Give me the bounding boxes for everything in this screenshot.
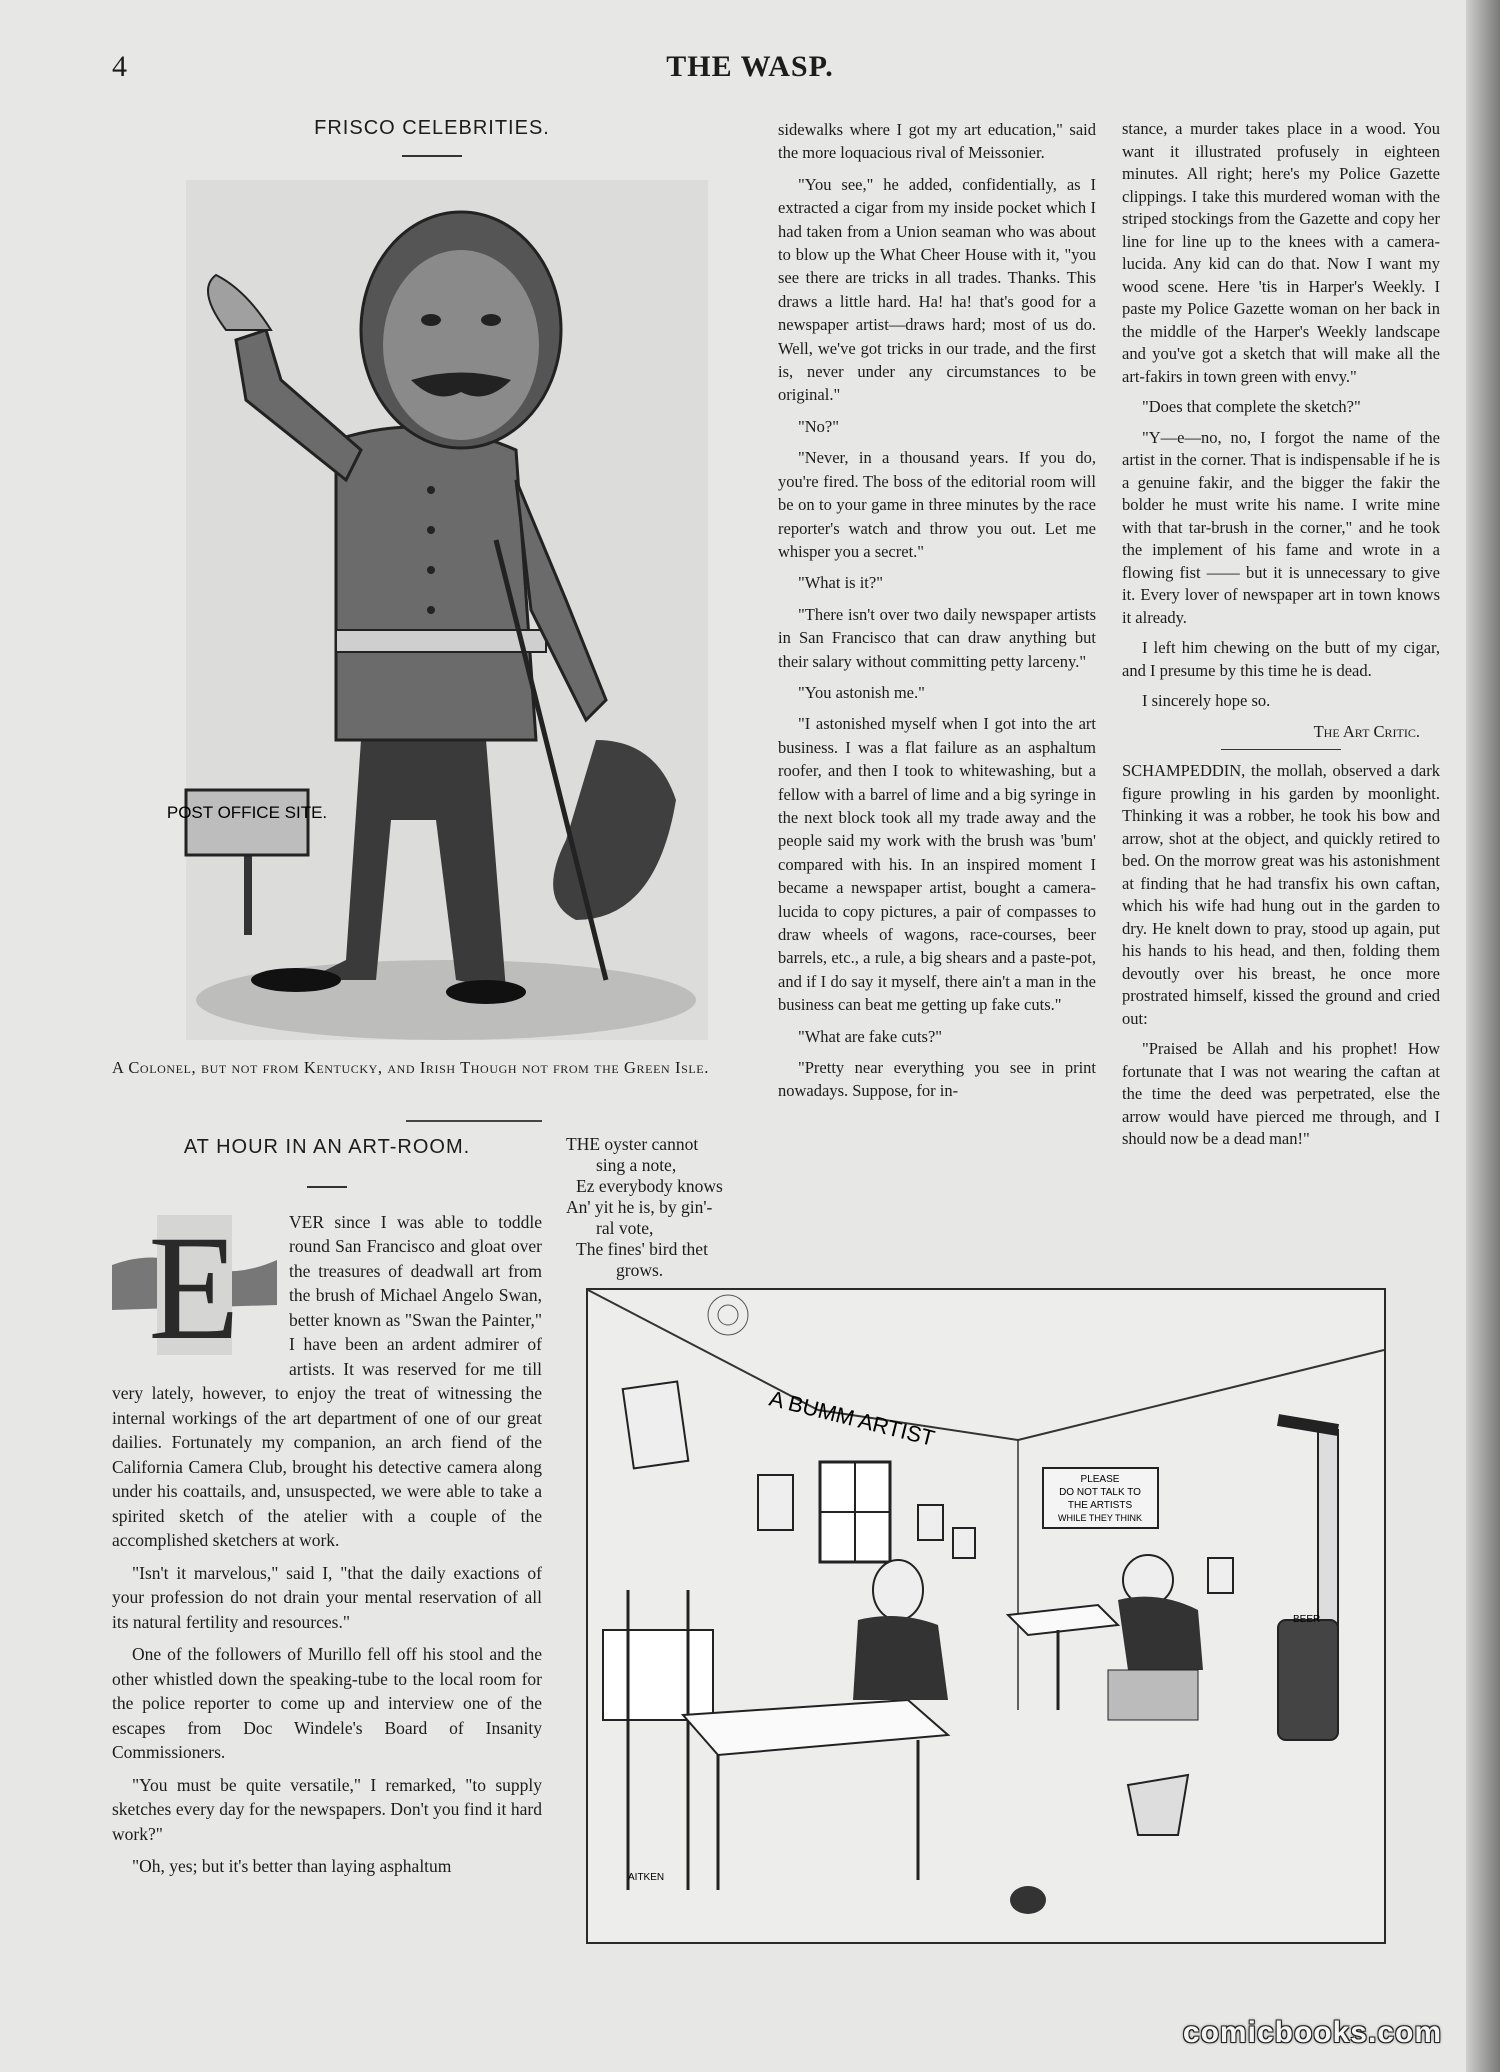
divider-rule — [406, 1120, 542, 1122]
story-paragraph: "What are fake cuts?" — [798, 1026, 943, 1046]
story-paragraph: VER since I was able to toddle round San Francisco and gloat over the treasures of deadwall art from the brush of Michael Angelo Swan, better known as "Swan the Painter," I have been an ardent admirer of artists. It was reserved for me till very lately, however, to enjoy the treat of witnessing the internal workings of the art department of one of our great dailies. Fortunately my companion, an arch fiend of the California Camera Club, brought his detective camera along under his coattails, and, unsuspected, we were able to take a spirited sketch of the atelier with a couple of the accomplished sketchers at work. — [112, 1211, 542, 1550]
story-paragraph: I left him chewing on the butt of my cigar, and I presume by this time he is dead. — [1122, 638, 1440, 680]
story-paragraph: "You must be quite versatile," I remarked, "to supply sketches every day for the newspapers. Don't you find it hard work?" — [112, 1774, 542, 1844]
poem-line: The fines' bird thet — [576, 1239, 708, 1259]
sign-line: PLEASE — [1080, 1474, 1120, 1485]
page-edge — [1466, 0, 1500, 2072]
dropcap-e-illustration — [112, 1204, 277, 1371]
sign-line: DO NOT TALK TO — [1059, 1487, 1141, 1498]
portrait-caption: A Colonel, but not from Kentucky, and Irish Though not from the Green Isle. — [112, 1058, 709, 1077]
poem-line: Ez everybody knows — [576, 1176, 723, 1196]
comicbooks-watermark: comicbooks.com — [1182, 2016, 1442, 2049]
story-paragraph: "You see," he added, confidentially, as I extracted a cigar from my inside pocket which I had taken from a Union seaman who was about to blow up the What Cheer House with it, "you see there are tricks in all trades. Thanks. This draws a little hard. Ha! ha! that's good for a newspaper artist—draws hard; most of us do. Well, we've got tricks in our trade, and the first is, never under any circumstances to be original." — [778, 174, 1096, 405]
poem-line: sing a note, — [596, 1155, 677, 1175]
column-4 — [1122, 118, 1440, 1159]
story-paragraph: "There isn't over two daily newspaper artists in San Francisco that can draw anything but their salary without committing petty larceny." — [778, 604, 1096, 671]
story-paragraph: stance, a murder takes place in a wood. You want it illustrated profusely in eighteen minutes. All right; here's my Police Gazette clippings. I take this murdered woman with the striped stockings from the Gazette and copy her line for line up to the knees with a camera-lucida. Any kid can do that. Now I want my wood scene. Here 'tis in Harper's Weekly. I paste my Police Gazette woman on her back in the middle of the Harper's Weekly landscape and you've got a sketch that will make all the art-fakirs in town green with envy." — [1122, 119, 1440, 386]
poem-line: An' yit he is, by gin'- — [566, 1197, 713, 1217]
byline-art-critic: The Art Critic. — [1313, 721, 1420, 741]
story-paragraph: "Y—e—no, no, I forgot the name of the artist in the corner. That is indispensable if he is a genuine fakir, and the bigger the fakir the bolder he must write his name. I write mine with that tar-brush in the corner," and he took the implement of his fame and wrote in a flowing fist —— but it is unnecessary to give it. Every lover of newspaper art in town knows it already. — [1122, 427, 1440, 627]
story-paragraph: One of the followers of Murillo fell off his stool and the other whistled down the speaking-tube to the local room for the police reporter to come up and interview one of the escapes from Doc Windele's Board of Insanity Commissioners. — [112, 1644, 542, 1762]
story-paragraph: "Oh, yes; but it's better than laying asphaltum — [132, 1856, 452, 1876]
story-paragraph: "Pretty near everything you see in print nowadays. Suppose, for in- — [778, 1058, 1096, 1101]
heading-rule — [402, 155, 462, 157]
section-heading: AT HOUR IN AN ART-ROOM. — [183, 1136, 471, 1158]
sign-line: WHILE THEY THINK — [1057, 1513, 1143, 1523]
artist-signature: AITKEN — [628, 1872, 665, 1883]
story-paragraph: "Praised be Allah and his prophet! How fortunate that I was not wearing the caftan at the time the deed was perpetrated, else the arrow would have pierced me through, and I should now be a dead man!" — [1122, 1039, 1440, 1148]
post-office-sign: POST OFFICE SITE. — [166, 803, 328, 822]
masthead-title: THE WASP. — [666, 50, 834, 83]
story-paragraph: "Isn't it marvelous," said I, "that the daily exactions of your profession do not drain your mental reservation of all its natural fertility and resources." — [112, 1562, 542, 1632]
sign-line: THE ARTISTS — [1067, 1500, 1133, 1511]
section-heading: FRISCO CELEBRITIES. — [314, 117, 550, 139]
poem-line: grows. — [616, 1260, 664, 1280]
story-paragraph: sidewalks where I got my art education," said the more loquacious rival of Meissonier. — [778, 120, 1096, 163]
story-paragraph: I sincerely hope so. — [1142, 691, 1271, 710]
stove-label: BEER — [1293, 1614, 1321, 1625]
story-paragraph: "I astonished myself when I got into the art business. I was a flat failure as an asphaltum roofer, and then I took to whitewashing, but a fellow with a barrel of lime and a big syringe in the next block took all my trade away and the people said my work with the brush was 'bum' compared with his. In an inspired moment I became a newspaper artist, bought a camera-lucida to copy pictures, a pair of compasses to draw wheels of wagons, race-courses, beer barrels, etc., a rule, a big shears and a paste-pot, and if I do say it myself, there ain't a man in the business can beat me getting up fake cuts." — [778, 714, 1096, 1015]
section-frisco-celebrities — [112, 116, 752, 157]
cartoon-title: A BUMM ARTIST — [766, 1385, 938, 1451]
story-paragraph: "No?" — [798, 416, 839, 436]
bumm-artist-cartoon — [586, 1288, 1386, 1944]
story-paragraph: "Does that complete the sketch?" — [1142, 397, 1361, 416]
poem-line: THE oyster cannot — [566, 1134, 699, 1154]
story-paragraph: "You astonish me." — [798, 682, 925, 702]
story-divider — [1221, 749, 1341, 750]
story-paragraph: "Never, in a thousand years. If you do, you're fired. The boss of the editorial room will be on to your game in three minutes by the race reporter's watch and throw you out. Let me whisper you a secret." — [778, 448, 1096, 561]
oyster-poem — [566, 1134, 756, 1281]
colonel-portrait-illustration — [166, 180, 708, 1040]
section-art-room — [112, 1135, 542, 1887]
dropcap-letter: E — [148, 1204, 240, 1371]
poem-line: ral vote, — [596, 1218, 654, 1238]
story-paragraph: "What is it?" — [798, 573, 883, 593]
column-3 — [778, 118, 1096, 1111]
story-paragraph: SCHAMPEDDIN, the mollah, observed a dark figure prowling in his garden by moonlight. Thinking it was a robber, he took his bow and arrow, shot at the object, and quickly retired to bed. On the morrow great was his astonishment at finding that he had transfix his own caftan, which his wife had hung out in the garden to dry. He knelt down to pray, stood up again, put his hands to his head, and then, folding them devoutly over his breast, he once more prostrated himself, kissed the ground and cried out: — [1122, 761, 1440, 1028]
page-number: 4 — [112, 50, 127, 83]
